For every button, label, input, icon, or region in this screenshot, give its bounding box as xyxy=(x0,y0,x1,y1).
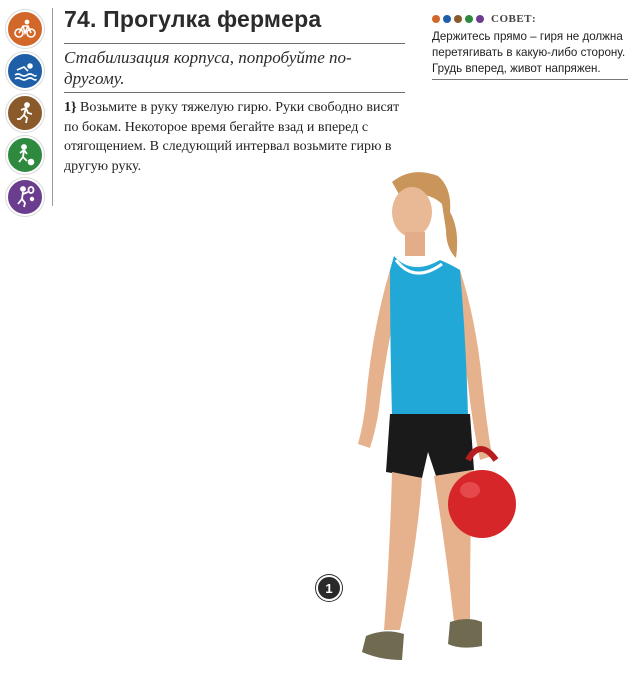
page-title: 74. Прогулка фермера xyxy=(64,6,322,32)
tip-dot xyxy=(465,15,473,23)
tip-dot xyxy=(476,15,484,23)
tip-label: СОВЕТ: xyxy=(491,13,537,25)
tennis-icon xyxy=(6,178,44,216)
tip-dot xyxy=(454,15,462,23)
tip-dot xyxy=(432,15,440,23)
football-icon xyxy=(6,136,44,174)
kettlebell xyxy=(448,470,516,538)
running-icon xyxy=(6,94,44,132)
tip-text: Держитесь прямо – гиря не должна перетягивать в какую-либо сторону. Грудь вперед, живот напряжен. xyxy=(432,30,626,75)
shorts xyxy=(386,414,474,478)
exercise-photo xyxy=(300,160,540,696)
step-marker: 1 xyxy=(316,575,342,601)
title-rule xyxy=(64,43,405,44)
tip-dot xyxy=(443,15,451,23)
tip-box xyxy=(432,12,628,77)
swimming-icon xyxy=(6,52,44,90)
athletic-top xyxy=(390,256,468,416)
sport-icons-column xyxy=(6,10,42,220)
tip-header xyxy=(432,12,628,26)
subtitle-rule xyxy=(64,92,405,93)
column-divider xyxy=(52,8,53,206)
cycling-icon xyxy=(6,10,44,48)
tip-rule xyxy=(432,79,628,80)
step-number: 1} xyxy=(64,100,77,115)
exercise-subtitle: Стабилизация корпуса, попробуйте по-другому. xyxy=(64,48,352,88)
step-text: Возьмите в руку тяжелую гирю. Руки свободно висят по бокам. Некоторое время бегайте взад и вперед с отягощением. В следующий интервал возьмите гирю в другую руку. xyxy=(64,100,400,174)
